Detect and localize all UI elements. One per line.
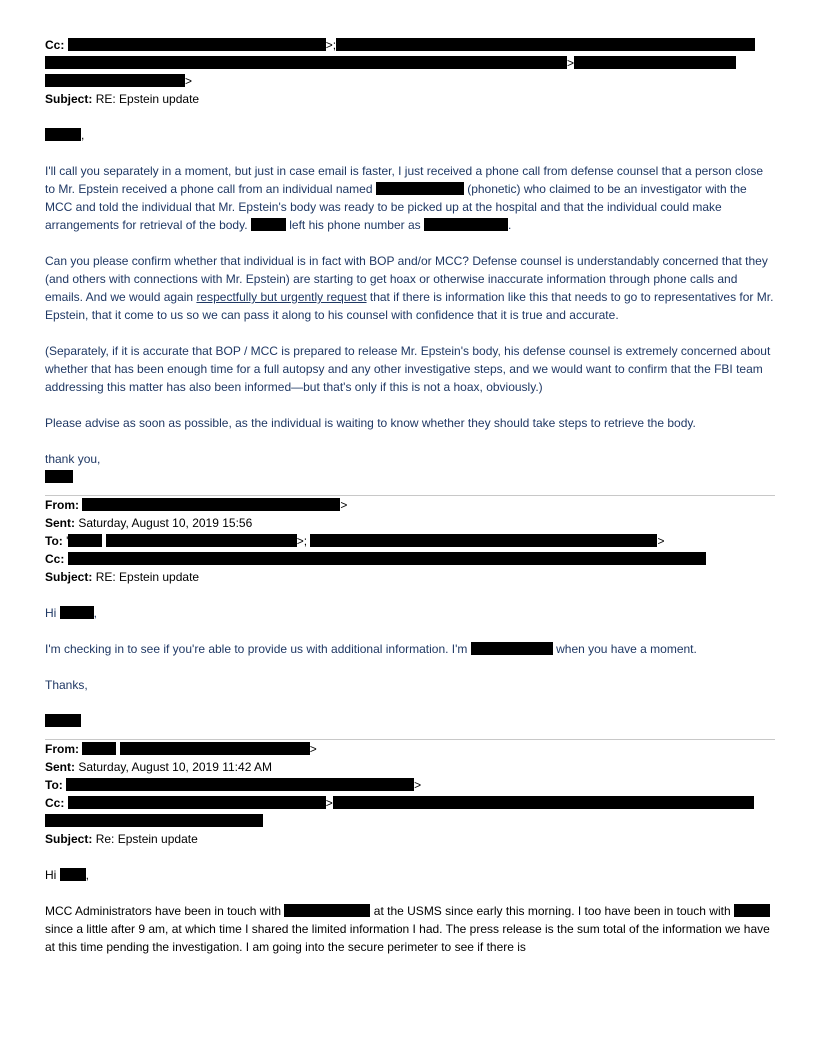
sent-label: Sent: [45,516,75,530]
to-label: To: [45,778,63,792]
subject-label: Subject: [45,832,93,846]
msg2-signature [45,712,775,730]
msg1-greeting: , [45,126,775,144]
redaction-box [310,534,657,547]
subject-text: RE: Epstein update [95,92,200,106]
msg2-from-line: From: > [45,498,348,512]
msg2-body: I'm checking in to see if you're able to provide us with additional information. I'm when you have a moment. [45,642,697,656]
cc-label: Cc: [45,38,65,52]
redaction-box [424,218,508,231]
msg3-cc-line: Cc: > [45,794,775,812]
msg2-subject-line [45,568,775,586]
msg2-greeting: Hi , [45,606,98,620]
redaction-box [471,642,553,655]
msg1-signature [45,468,775,486]
msg1-paragraph-4: Please advise as soon as possible, as the individual is waiting to know whether they should take steps to retrieve the body. [45,416,696,430]
cc-label: Cc: [45,552,65,566]
redaction-box [45,128,81,141]
redaction-box [574,56,736,69]
msg1-cc-line-3 [45,72,775,90]
sent-label: Sent: [45,760,75,774]
msg1-paragraph-2: Can you please confirm whether that individual is in fact with BOP and/or MCC? Defense counsel is understandably concerned that they (and others with connections with Mr. Epstein) are starting to get hoax or otherwise inaccurate information through phone calls and emails. And we would again respectfully but urgently request that if there is information like this that needs to go to representatives for Mr. Epstein, that it come to us so we can pass it along to his counsel with confidence that it is true and accurate. [45,254,774,322]
redaction-box [45,74,185,87]
from-label: From: [45,498,79,512]
msg3-subject-line [45,830,775,848]
redaction-box [66,778,414,791]
msg3-from-line: From: > [45,742,317,756]
redaction-box [45,56,567,69]
redaction-box [45,814,263,827]
msg3-greeting: Hi , [45,868,90,882]
sent-date: Saturday, August 10, 2019 15:56 [78,516,253,530]
from-label: From: [45,742,79,756]
subject-text: RE: Epstein update [95,570,200,584]
cc-label: Cc: [45,796,65,810]
redaction-box [734,904,770,917]
redaction-box [251,218,286,231]
redaction-box [82,498,340,511]
redaction-box [60,606,94,619]
msg2-closing: Thanks, [45,678,88,692]
subject-label: Subject: [45,570,93,584]
msg2-cc-line [45,550,775,568]
msg3-sent-line [45,758,775,776]
msg3-to-line: To: > [45,778,422,792]
redaction-box [82,742,116,755]
subject-text: Re: Epstein update [95,832,198,846]
gt-sep: >; [325,38,337,52]
msg1-cc-line [45,36,775,54]
redaction-box [333,796,754,809]
subject-label: Subject: [45,92,93,106]
redaction-box [68,552,706,565]
redaction-box [45,714,81,727]
to-label: To: [45,534,63,548]
msg1-paragraph-3: (Separately, if it is accurate that BOP / MCC is prepared to release Mr. Epstein's body, his defense counsel is extremely concerned about whether that has been enough time for a full autopsy and any other investigative steps, and we would want to confirm that the FBI team addressing this matter has also been informed—but that's only if this is not a hoax, obviously.) [45,344,771,394]
redaction-box [284,904,370,917]
msg3-paragraph-1: MCC Administrators have been in touch with at the USMS since early this morning. I too have been in touch with since a little after 9 am, at which time I shared the limited information I had. The press release is the sum total of the information we have at this time pending the investigation. I am going into the secure perimeter to see if there is [45,904,770,954]
redaction-box [376,182,464,195]
gt-sep: > [185,74,193,88]
email-thread [45,36,775,956]
redaction-box [120,742,310,755]
redaction-box [68,796,326,809]
msg2-sent-line [45,514,775,532]
gt-sep: > [567,56,575,70]
msg1-closing: thank you, [45,452,101,466]
msg1-cc-line-2 [45,54,775,72]
msg3-cc-line-2 [45,812,775,830]
redaction-box [68,534,102,547]
redaction-box [45,470,73,483]
sent-date: Saturday, August 10, 2019 11:42 AM [78,760,273,774]
msg2-to-line: To: ' >; > [45,534,665,548]
redaction-box [106,534,297,547]
redaction-box [336,38,755,51]
msg1-paragraph-1: I'll call you separately in a moment, but just in case email is faster, I just received a phone call from defense counsel that a person close to Mr. Epstein received a phone call from an individual named (phonetic) who claimed to be an investigator with the MCC and told the individual that Mr. Epstein's body was ready to be picked up at the hospital and that the individual could make arrangements for retrieval of the body. left his phone number as . [45,164,763,232]
msg1-subject-line [45,90,775,108]
redaction-box [68,38,326,51]
redaction-box [60,868,86,881]
